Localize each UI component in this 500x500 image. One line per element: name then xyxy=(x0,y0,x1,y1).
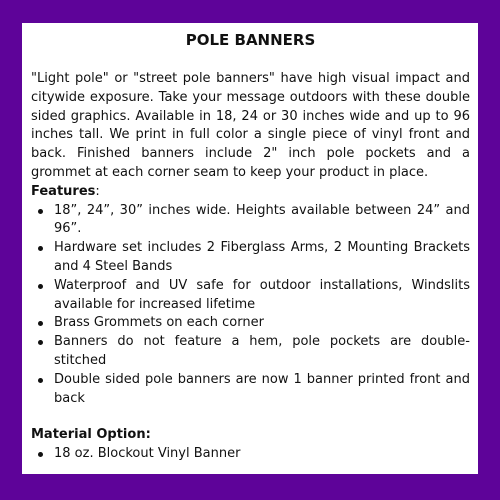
features-heading-label: Features xyxy=(31,183,96,199)
page-title: POLE BANNERS xyxy=(185,31,316,49)
feature-item: 18”, 24”, 30” inches wide. Heights available between 24” and 96”. xyxy=(54,202,470,240)
material-heading: Material Option: xyxy=(31,427,151,443)
intro-paragraph: "Light pole" or "street pole banners" have high visual impact and citywide exposure. Take your message outdoors with these double sided graphics. Available in 18, 24 or 30 inches wide and up to 96 inches tall. We print in full color a single piece of vinyl front and back. Finished banners include 2" inch pole pockets and a grommet at each corner seam to keep your product in place. xyxy=(31,71,470,180)
material-item: 18 oz. Blockout Vinyl Banner xyxy=(54,445,470,464)
feature-item: Banners do not feature a hem, pole pockets are double-stitched xyxy=(54,333,470,371)
feature-item: Waterproof and UV safe for outdoor installations, Windslits available for increased lifetime xyxy=(54,277,470,315)
materials-list xyxy=(31,445,470,464)
content-panel xyxy=(22,23,478,474)
feature-item: Double sided pole banners are now 1 banner printed front and back xyxy=(54,371,470,409)
feature-item: Brass Grommets on each corner xyxy=(54,314,470,333)
features-heading xyxy=(31,183,470,202)
features-heading-colon: : xyxy=(95,183,100,199)
features-list xyxy=(31,202,470,409)
feature-item: Hardware set includes 2 Fiberglass Arms, 2 Mounting Brackets and 4 Steel Bands xyxy=(54,239,470,277)
